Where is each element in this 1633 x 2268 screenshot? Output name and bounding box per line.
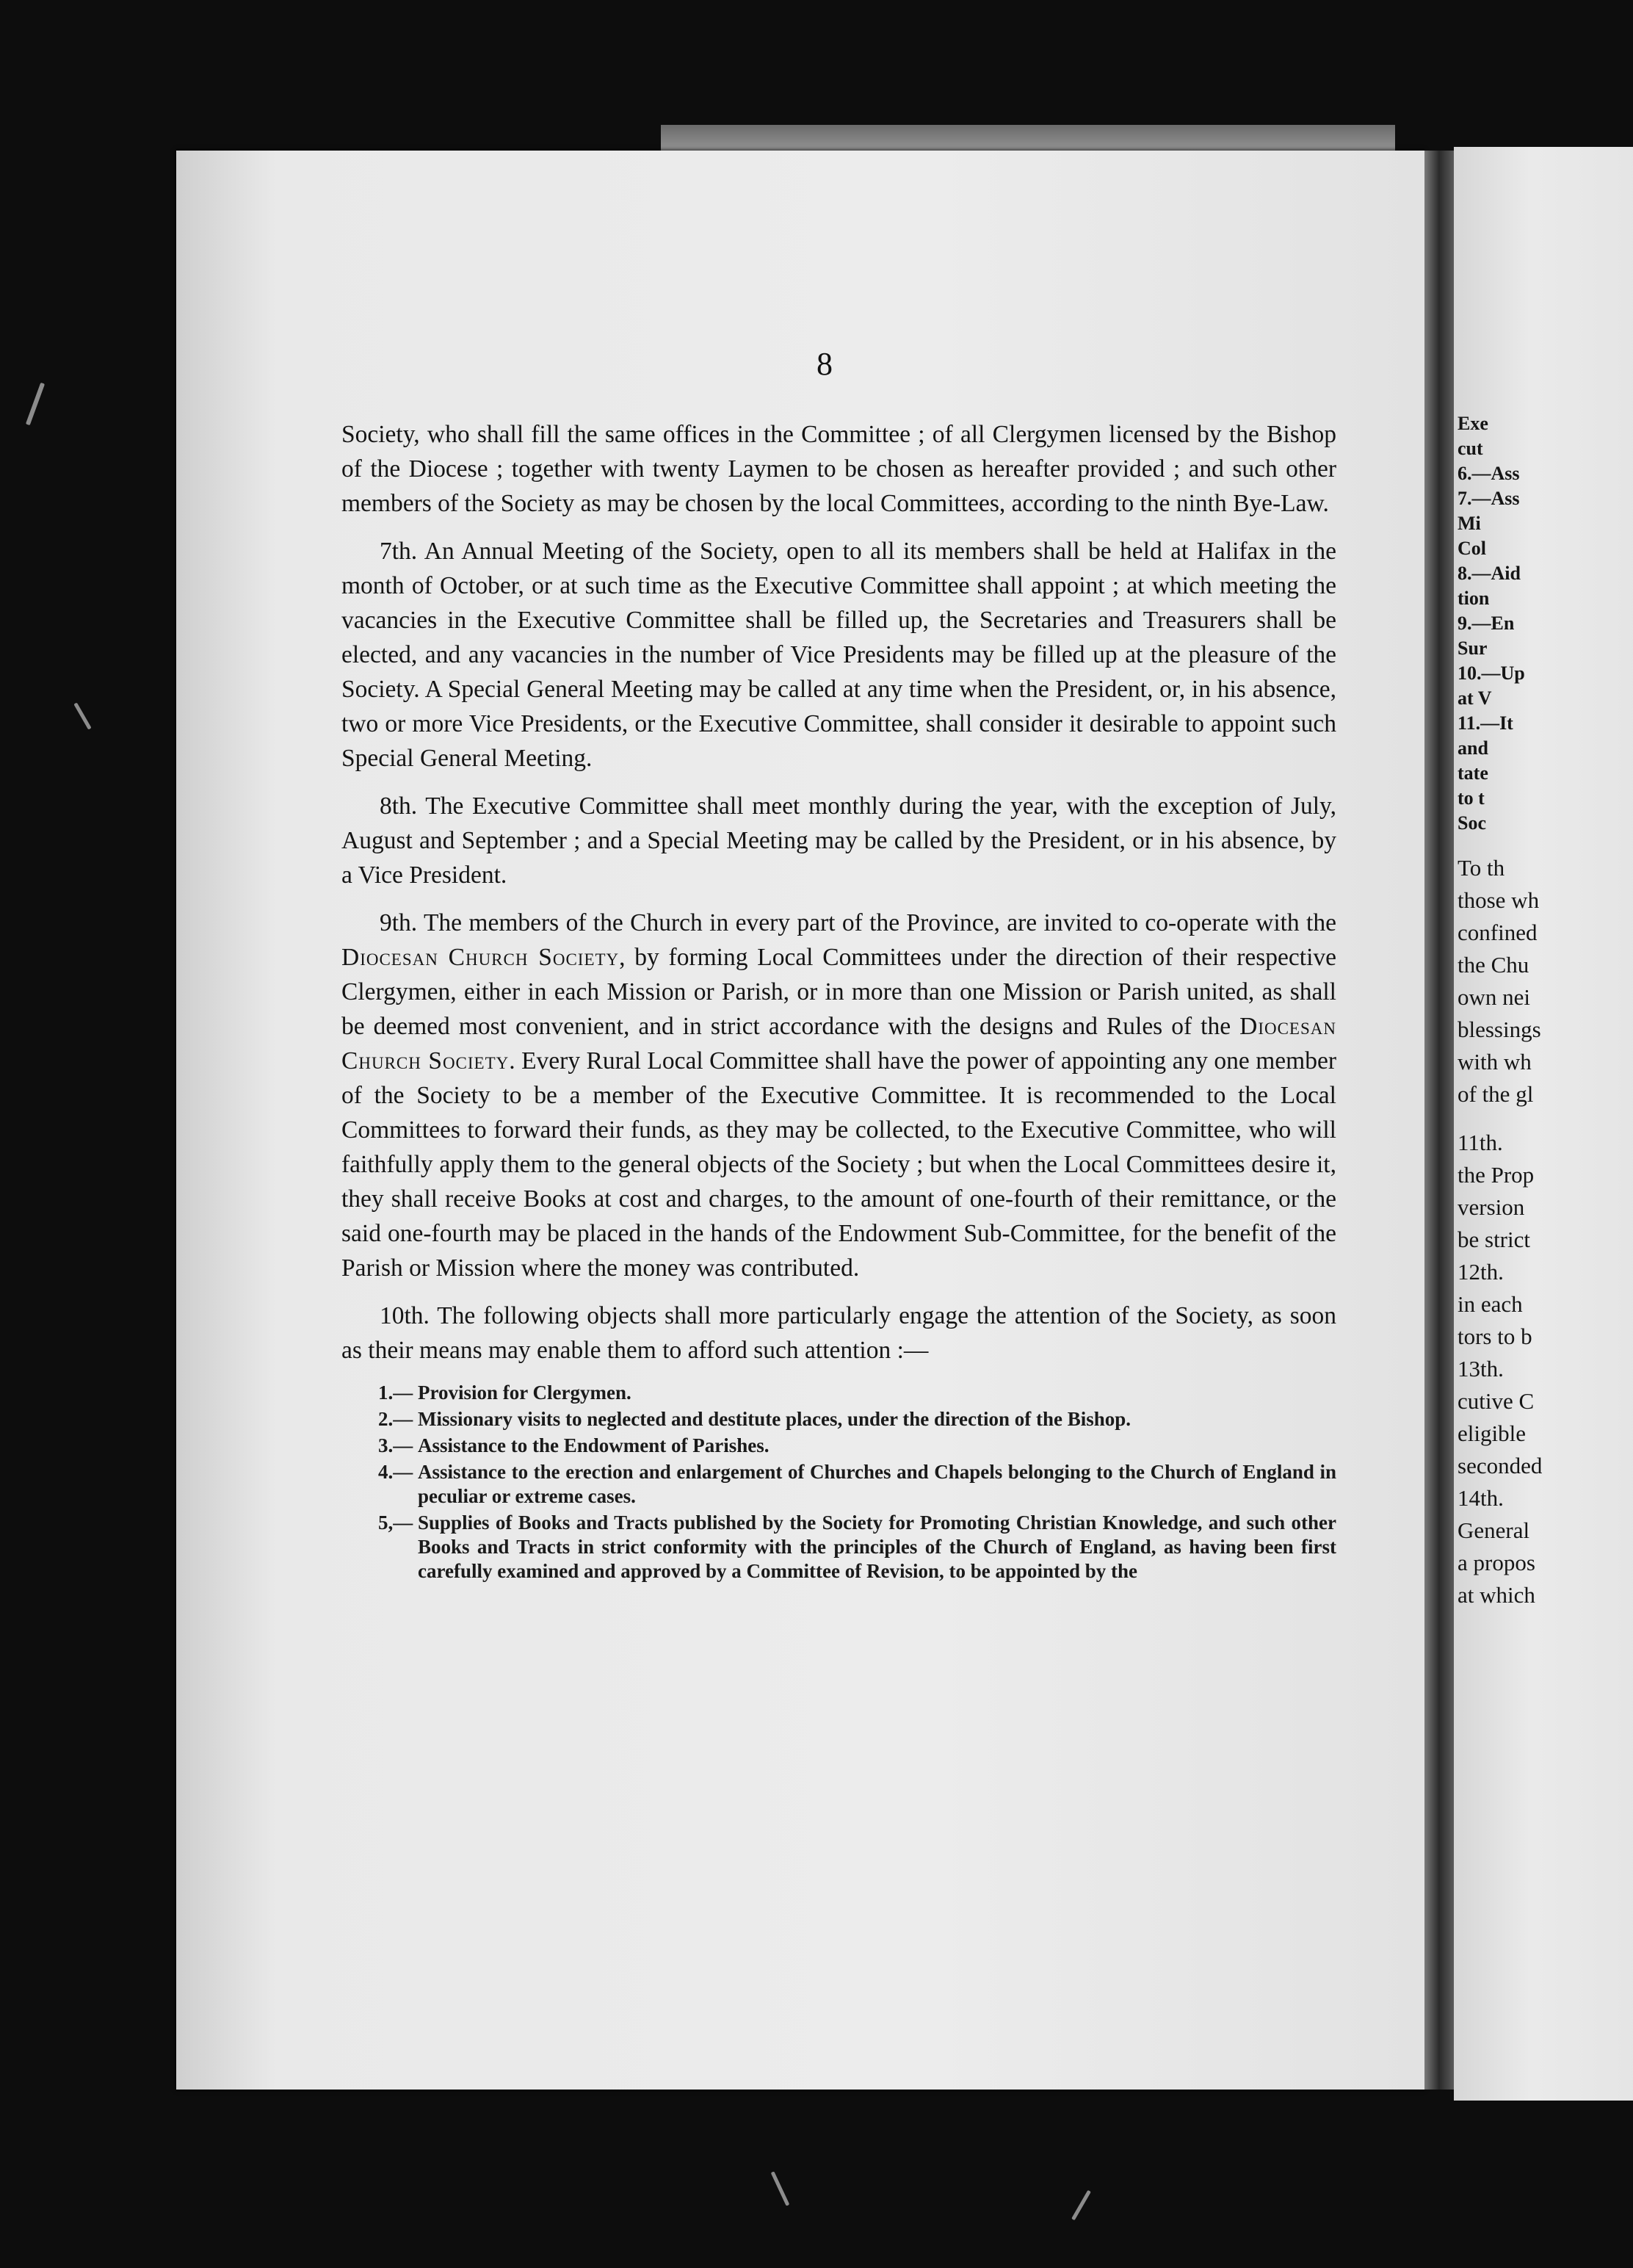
right-page-line: Sur — [1458, 638, 1488, 659]
right-page-line: Exe — [1458, 413, 1488, 434]
bye-law-9th-part-b: , by forming Local Committees under the direction of their respective Clergymen, either in each Mission or Parish, or in more than one Mission or Parish united, as shall be deemed most convenient, and in strict accordance with the designs and Rules of the — [341, 944, 1336, 1040]
right-page-line: own nei — [1458, 984, 1531, 1010]
continuation-paragraph: Society, who shall fill the same offices in the Committee ; of all Clergymen licensed by the Bishop of the Diocese ; together with twenty Laymen to be chosen as hereafter provided ; and such other members of the Society as may be chosen by the local Committees, according to the ninth Bye-Law. — [341, 421, 1336, 517]
page-number: 8 — [816, 346, 833, 382]
right-page-text — [1458, 411, 1633, 1611]
right-page-line: version — [1458, 1194, 1525, 1220]
right-page-line: at which — [1458, 1582, 1535, 1608]
objects-list — [378, 1381, 1336, 1583]
bye-law-7th: 7th. An Annual Meeting of the Society, open to all its members shall be held at Halifax in the month of October, or at such time as the Executive Committee shall appoint ; at which meeting the vacancies in the Executive Committee shall be filled up, the Secretaries and Treasurers shall be elected, and any vacancies in the number of Vice Presidents may be filled up at the pleasure of the Society. A Special General Meeting may be called at any time when the President, or, in his absence, two or more Vice Presidents, or the Executive Committee, shall consider it desirable to appoint such Special General Meeting. — [341, 538, 1336, 772]
right-page-line: be strict — [1458, 1227, 1530, 1252]
right-page-line: the Prop — [1458, 1162, 1535, 1188]
object-number: 4.— — [378, 1461, 413, 1483]
right-page-line: 6.—Ass — [1458, 463, 1520, 484]
right-page-line: with wh — [1458, 1049, 1532, 1075]
bye-law-10th: 10th. The following objects shall more particularly engage the attention of the Society, as soon as their means may enable them to afford such attention :— — [341, 1302, 1336, 1364]
object-text: Supplies of Books and Tracts published by the Society for Promoting Christian Knowledge, and such other Books and Tracts in strict conformity with the principles of the Church of England, as having been first carefully examined and approved by a Committee of Revision, to be appointed by the — [418, 1512, 1336, 1582]
right-page-line: 8.—Aid — [1458, 563, 1521, 584]
book-gutter — [1424, 151, 1454, 2090]
right-page-line: 7.—Ass — [1458, 488, 1520, 509]
right-page-line: tors to b — [1458, 1323, 1532, 1349]
right-page-line: Soc — [1458, 812, 1486, 834]
object-text: Missionary visits to neglected and destitute places, under the direction of the Bishop. — [418, 1408, 1131, 1430]
scan-speck — [73, 702, 91, 729]
right-page-line: Mi — [1458, 513, 1481, 534]
right-page-line: a propos — [1458, 1550, 1535, 1575]
right-page-line: 11th. — [1458, 1130, 1503, 1155]
right-page-line: confined — [1458, 920, 1538, 945]
object-item — [378, 1511, 1336, 1583]
right-page-line: 11.—It — [1458, 712, 1513, 734]
right-page-line: 9.—En — [1458, 613, 1515, 634]
right-page-line: at V — [1458, 687, 1492, 709]
object-number: 3.— — [378, 1434, 413, 1456]
right-page-line: blessings — [1458, 1016, 1541, 1042]
right-page-line: of the gl — [1458, 1081, 1534, 1107]
right-page-line: Col — [1458, 538, 1486, 559]
scan-speck — [26, 383, 45, 425]
bye-law-8th: 8th. The Executive Committee shall meet monthly during the year, with the exception of July, August and September ; and a Special Meeting may be called by the President, or in his absence, by a Vice President. — [341, 792, 1336, 889]
right-page-line: tion — [1458, 588, 1490, 609]
object-number: 5,— — [378, 1512, 413, 1534]
right-later-lines — [1458, 1127, 1633, 1611]
right-page-line: 12th. — [1458, 1259, 1504, 1285]
right-page-line: eligible — [1458, 1420, 1526, 1446]
object-text: Assistance to the erection and enlargement of Churches and Chapels belonging to the Church of England in peculiar or extreme cases. — [418, 1461, 1336, 1507]
society-name: Diocesan Church Society — [341, 1013, 1336, 1075]
right-list — [1458, 411, 1633, 836]
right-page-line: and — [1458, 737, 1488, 759]
bye-law-9th-part-c: . Every Rural Local Committee shall have the power of appointing any one member of the Society to be a member of the Executive Committee. It is recommended to the Local Committees to forward their funds, as they may be collected, to the Executive Committee, who will faithfully apply them to the general objects of the Society ; but when the Local Committees desire it, they shall receive Books at cost and charges, to the amount of one-fourth of their remittance, or the said one-fourth may be placed in the hands of the Endowment Sub-Committee, for the benefit of the Parish or Mission where the money was contributed. — [341, 1047, 1336, 1282]
object-text: Assistance to the Endowment of Parishes. — [418, 1434, 770, 1456]
right-page-line: General — [1458, 1517, 1530, 1543]
society-name: Diocesan Church Society — [341, 944, 620, 971]
right-page-line: To th — [1458, 855, 1505, 881]
right-paragraph — [1458, 852, 1633, 1110]
scan-speck — [1071, 2190, 1091, 2220]
object-item — [378, 1434, 1336, 1458]
object-item — [378, 1407, 1336, 1431]
right-page-line: the Chu — [1458, 952, 1529, 978]
right-page-line: tate — [1458, 762, 1488, 784]
object-text: Provision for Clergymen. — [418, 1382, 631, 1404]
right-page-line: cutive C — [1458, 1388, 1535, 1414]
right-page-line: those wh — [1458, 887, 1540, 913]
right-page-line: 14th. — [1458, 1485, 1504, 1511]
bye-law-9th — [341, 906, 1336, 1285]
right-page-line: 10.—Up — [1458, 662, 1525, 684]
scan-speck — [771, 2171, 790, 2206]
object-number: 1.— — [378, 1382, 413, 1404]
object-item — [378, 1460, 1336, 1509]
right-page-line: to t — [1458, 787, 1485, 809]
bye-law-9th-part-a: 9th. The members of the Church in every part of the Province, are invited to co-operate with the — [380, 909, 1336, 936]
right-page-line: 13th. — [1458, 1356, 1504, 1382]
object-number: 2.— — [378, 1408, 413, 1430]
right-page-line: in each — [1458, 1291, 1523, 1317]
right-page-line: cut — [1458, 438, 1483, 459]
right-page-line: seconded — [1458, 1453, 1543, 1478]
main-text — [341, 417, 1336, 1586]
object-item — [378, 1381, 1336, 1405]
scan-edge-top — [661, 125, 1395, 154]
